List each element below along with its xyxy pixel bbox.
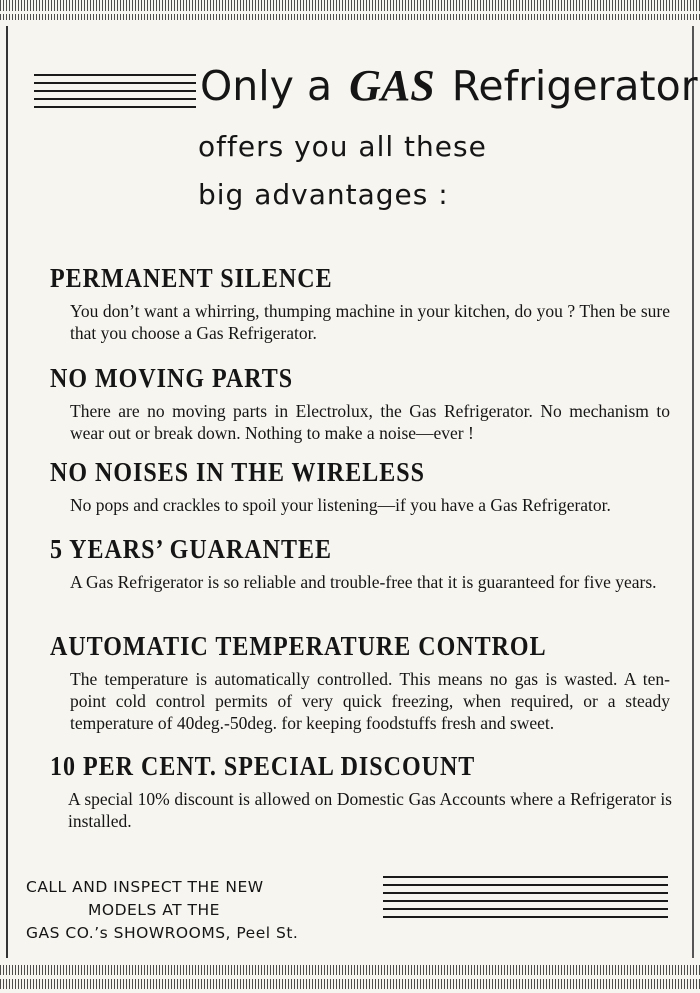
- advantage-title: 10 PER CENT. SPECIAL DISCOUNT: [50, 752, 476, 782]
- top-border-band-inner: [0, 14, 700, 20]
- headline-prefix: Only a: [200, 62, 333, 110]
- right-frame-line: [692, 26, 694, 958]
- subheadline-line-2: big advantages :: [198, 178, 449, 211]
- advantage-body: There are no moving parts in Electrolux, the Gas Refrigerator. No mechanism to wear out or break down. Nothing to make a noise—ever !: [70, 400, 670, 443]
- advantage-body: The temperature is automatically controlled. This means no gas is wasted. A ten-point cold control permits of very quick freezing, when required, or a steady temperature of 40deg.-50deg. for keeping foodstuffs fresh and sweet.: [70, 668, 670, 733]
- top-border-band: [0, 0, 700, 11]
- bottom-border-band-outer: [0, 979, 700, 989]
- advantage-title: NO NOISES IN THE WIRELESS: [50, 458, 425, 488]
- footer-line-3: GAS CO.’s SHOWROOMS, Peel St.: [26, 924, 299, 942]
- advantage-title: PERMANENT SILENCE: [50, 264, 333, 294]
- advantage-title: 5 YEARS’ GUARANTEE: [50, 535, 333, 565]
- footer-decorative-rules: [383, 876, 668, 924]
- footer-line-2: MODELS AT THE: [88, 901, 220, 919]
- subheadline-line-1: offers you all these: [198, 130, 487, 163]
- advantage-special-discount: [50, 752, 680, 832]
- advantage-title: AUTOMATIC TEMPERATURE CONTROL: [50, 632, 547, 662]
- advantage-no-moving-parts: [50, 364, 680, 444]
- showroom-call-to-action: [26, 876, 298, 945]
- left-frame-line: [6, 26, 8, 958]
- headline-decorative-rules: [34, 74, 196, 114]
- advantage-temperature-control: [50, 632, 680, 734]
- bottom-border-band: [0, 965, 700, 975]
- footer-line-1: CALL AND INSPECT THE NEW: [26, 878, 264, 896]
- advantage-body: No pops and crackles to spoil your listening—if you have a Gas Refrigerator.: [70, 494, 611, 515]
- advantage-body: You don’t want a whirring, thumping machine in your kitchen, do you ? Then be sure that you choose a Gas Refrigerator.: [70, 300, 670, 343]
- advantage-permanent-silence: [50, 264, 680, 344]
- advantage-no-noises: [50, 458, 680, 516]
- headline-brand: GAS: [349, 61, 435, 110]
- headline: [200, 62, 698, 110]
- advantage-body: A Gas Refrigerator is so reliable and trouble-free that it is guaranteed for five years.: [70, 571, 657, 592]
- advantage-body: A special 10% discount is allowed on Domestic Gas Accounts where a Refrigerator is installed.: [68, 788, 672, 831]
- advantage-title: NO MOVING PARTS: [50, 364, 294, 394]
- advantage-guarantee: [50, 535, 680, 593]
- headline-suffix: Refrigerator: [451, 62, 698, 110]
